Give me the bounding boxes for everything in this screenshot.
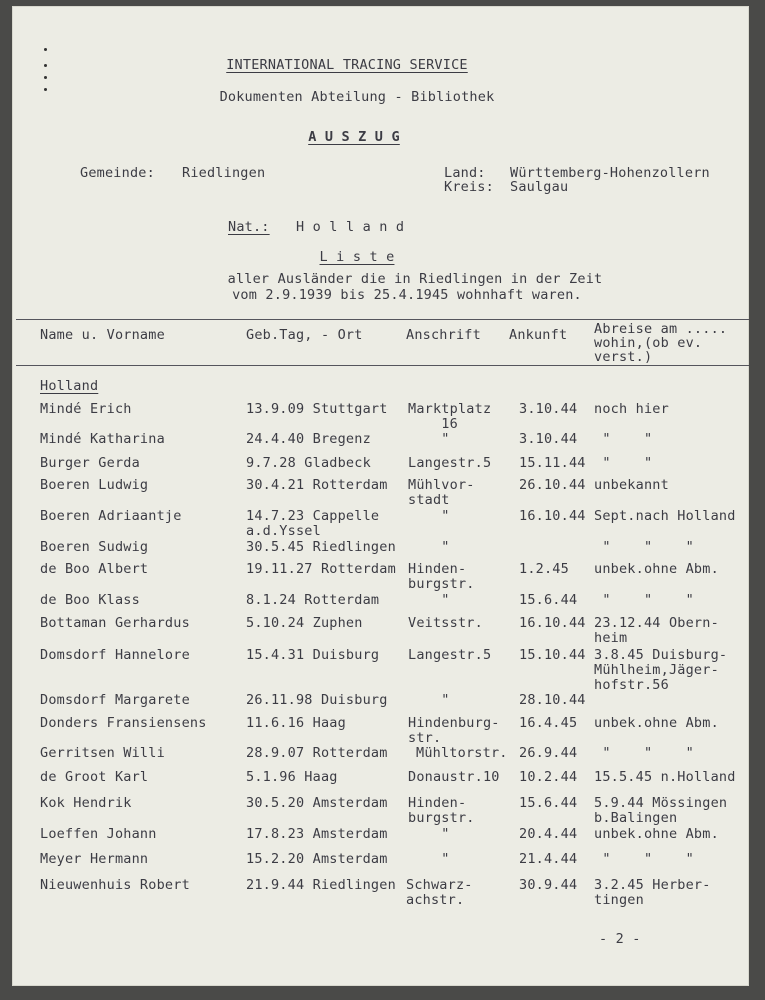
list-subtitle-2: vom 2.9.1939 bis 25.4.1945 wohnhaft waren. xyxy=(232,287,582,303)
cell-address: " xyxy=(408,826,450,842)
cell-name: Nieuwenhuis Robert xyxy=(40,877,190,893)
punch-mark xyxy=(44,48,47,51)
cell-arrival: 30.9.44 xyxy=(519,877,578,893)
col-header-ankunft: Ankunft xyxy=(509,327,568,343)
cell-departure: " " " xyxy=(594,539,694,555)
cell-name: Loeffen Johann xyxy=(40,826,157,842)
kreis-value: Saulgau xyxy=(510,179,569,195)
cell-address: " xyxy=(408,508,450,524)
cell-arrival: 15.11.44 xyxy=(519,455,586,471)
cell-departure: unbek.ohne Abm. xyxy=(594,826,719,842)
cell-arrival: 26.10.44 xyxy=(519,477,586,493)
cell-name: de Boo Albert xyxy=(40,561,149,577)
cell-address: Donaustr.10 xyxy=(408,769,500,785)
col-header-name: Name u. Vorname xyxy=(40,327,165,343)
cell-birth: 30.5.20 Amsterdam xyxy=(246,795,388,811)
cell-name: de Groot Karl xyxy=(40,769,149,785)
cell-name: Boeren Sudwig xyxy=(40,539,149,555)
col-header-geb: Geb.Tag, - Ort xyxy=(246,327,363,343)
header-rule-bottom xyxy=(16,365,749,366)
cell-address: Hindenburg- str. xyxy=(408,715,500,746)
nationality-value: H o l l a n d xyxy=(296,219,405,235)
cell-birth: 19.11.27 Rotterdam xyxy=(246,561,396,577)
cell-birth: 5.10.24 Zuphen xyxy=(246,615,363,631)
cell-arrival: 15.6.44 xyxy=(519,795,578,811)
cell-name: Boeren Ludwig xyxy=(40,477,149,493)
cell-arrival: 1.2.45 xyxy=(519,561,569,577)
cell-address: Hinden- burgstr. xyxy=(408,795,475,826)
cell-departure: unbek.ohne Abm. xyxy=(594,715,719,731)
cell-arrival: 15.10.44 xyxy=(519,647,586,663)
cell-address: Langestr.5 xyxy=(408,647,492,663)
cell-birth: 30.5.45 Riedlingen xyxy=(246,539,396,555)
cell-arrival: 16.10.44 xyxy=(519,508,586,524)
cell-birth: 28.9.07 Rotterdam xyxy=(246,745,388,761)
cell-birth: 24.4.40 Bregenz xyxy=(246,431,371,447)
cell-departure: " " " xyxy=(594,592,694,608)
cell-arrival: 10.2.44 xyxy=(519,769,578,785)
cell-arrival: 21.4.44 xyxy=(519,851,578,867)
cell-birth: 30.4.21 Rotterdam xyxy=(246,477,388,493)
cell-address: Mühlvor- stadt xyxy=(408,477,475,508)
dept-title: Dokumenten Abteilung - Bibliothek xyxy=(219,89,495,105)
cell-birth: 8.1.24 Rotterdam xyxy=(246,592,380,608)
cell-address: " xyxy=(408,851,450,867)
gemeinde-value: Riedlingen xyxy=(182,165,266,181)
cell-departure: " " xyxy=(594,455,653,471)
cell-name: Bottaman Gerhardus xyxy=(40,615,190,631)
cell-arrival: 20.4.44 xyxy=(519,826,578,842)
cell-name: de Boo Klass xyxy=(40,592,140,608)
cell-departure: Sept.nach Holland xyxy=(594,508,736,524)
cell-birth: 13.9.09 Stuttgart xyxy=(246,401,388,417)
cell-address: " xyxy=(408,592,450,608)
cell-departure: unbek.ohne Abm. xyxy=(594,561,719,577)
doc-type: A U S Z U G xyxy=(308,129,400,145)
cell-departure: 3.2.45 Herber- tingen xyxy=(594,877,711,908)
cell-arrival: 28.10.44 xyxy=(519,692,586,708)
cell-arrival: 3.10.44 xyxy=(519,401,578,417)
section-heading: Holland xyxy=(40,378,99,394)
cell-name: Domsdorf Margarete xyxy=(40,692,190,708)
cell-departure: 15.5.45 n.Holland xyxy=(594,769,736,785)
cell-address: Schwarz- achstr. xyxy=(406,877,473,908)
col-header-anschrift: Anschrift xyxy=(406,327,481,343)
cell-birth: 5.1.96 Haag xyxy=(246,769,338,785)
cell-departure: " " " xyxy=(594,851,694,867)
cell-name: Kok Hendrik xyxy=(40,795,132,811)
cell-departure: " " " xyxy=(594,745,694,761)
land-value: Württemberg-Hohenzollern xyxy=(510,165,710,181)
cell-arrival: 26.9.44 xyxy=(519,745,578,761)
cell-birth: 17.8.23 Amsterdam xyxy=(246,826,388,842)
list-subtitle-1: aller Ausländer die in Riedlingen in der Zeit xyxy=(227,271,603,287)
cell-name: Mindé Erich xyxy=(40,401,132,417)
cell-arrival: 3.10.44 xyxy=(519,431,578,447)
cell-address: Mühltorstr. xyxy=(416,745,508,761)
cell-address: Hinden- burgstr. xyxy=(408,561,475,592)
cell-arrival: 15.6.44 xyxy=(519,592,578,608)
cell-name: Boeren Adriaantje xyxy=(40,508,182,524)
cell-address: " xyxy=(408,539,450,555)
cell-name: Donders Fransiensens xyxy=(40,715,207,731)
cell-address: Langestr.5 xyxy=(408,455,492,471)
gemeinde-label: Gemeinde: xyxy=(80,165,155,181)
cell-birth: 15.2.20 Amsterdam xyxy=(246,851,388,867)
page-number: - 2 - xyxy=(599,931,641,947)
cell-address: Marktplatz 16 xyxy=(408,401,492,432)
cell-address: " xyxy=(408,692,450,708)
org-title: INTERNATIONAL TRACING SERVICE xyxy=(226,57,468,73)
cell-birth: 9.7.28 Gladbeck xyxy=(246,455,371,471)
cell-address: Veitsstr. xyxy=(408,615,483,631)
cell-birth: 21.9.44 Riedlingen xyxy=(246,877,396,893)
cell-birth: 14.7.23 Cappelle a.d.Yssel xyxy=(246,508,380,539)
cell-name: Burger Gerda xyxy=(40,455,140,471)
cell-arrival: 16.10.44 xyxy=(519,615,586,631)
col-header-abreise: Abreise am ..... wohin,(ob ev. verst.) xyxy=(594,321,728,365)
cell-address: " xyxy=(408,431,450,447)
cell-departure: 3.8.45 Duisburg- Mühlheim,Jäger- hofstr.56 xyxy=(594,647,728,693)
cell-departure: noch hier xyxy=(594,401,669,417)
cell-birth: 11.6.16 Haag xyxy=(246,715,346,731)
cell-departure: " " xyxy=(594,431,653,447)
cell-birth: 26.11.98 Duisburg xyxy=(246,692,388,708)
cell-departure: unbekannt xyxy=(594,477,669,493)
cell-departure: 5.9.44 Mössingen b.Balingen xyxy=(594,795,728,826)
nationality-label: Nat.: xyxy=(228,219,270,235)
cell-name: Gerritsen Willi xyxy=(40,745,165,761)
cell-name: Domsdorf Hannelore xyxy=(40,647,190,663)
land-label: Land: xyxy=(444,165,486,181)
punch-mark xyxy=(44,76,47,79)
document-page xyxy=(12,6,749,986)
header-rule-top xyxy=(16,319,749,320)
cell-name: Mindé Katharina xyxy=(40,431,165,447)
cell-birth: 15.4.31 Duisburg xyxy=(246,647,380,663)
cell-departure: 23.12.44 Obern- heim xyxy=(594,615,719,646)
list-heading: L i s t e xyxy=(319,249,395,265)
cell-name: Meyer Hermann xyxy=(40,851,149,867)
kreis-label: Kreis: xyxy=(444,179,494,195)
cell-arrival: 16.4.45 xyxy=(519,715,578,731)
